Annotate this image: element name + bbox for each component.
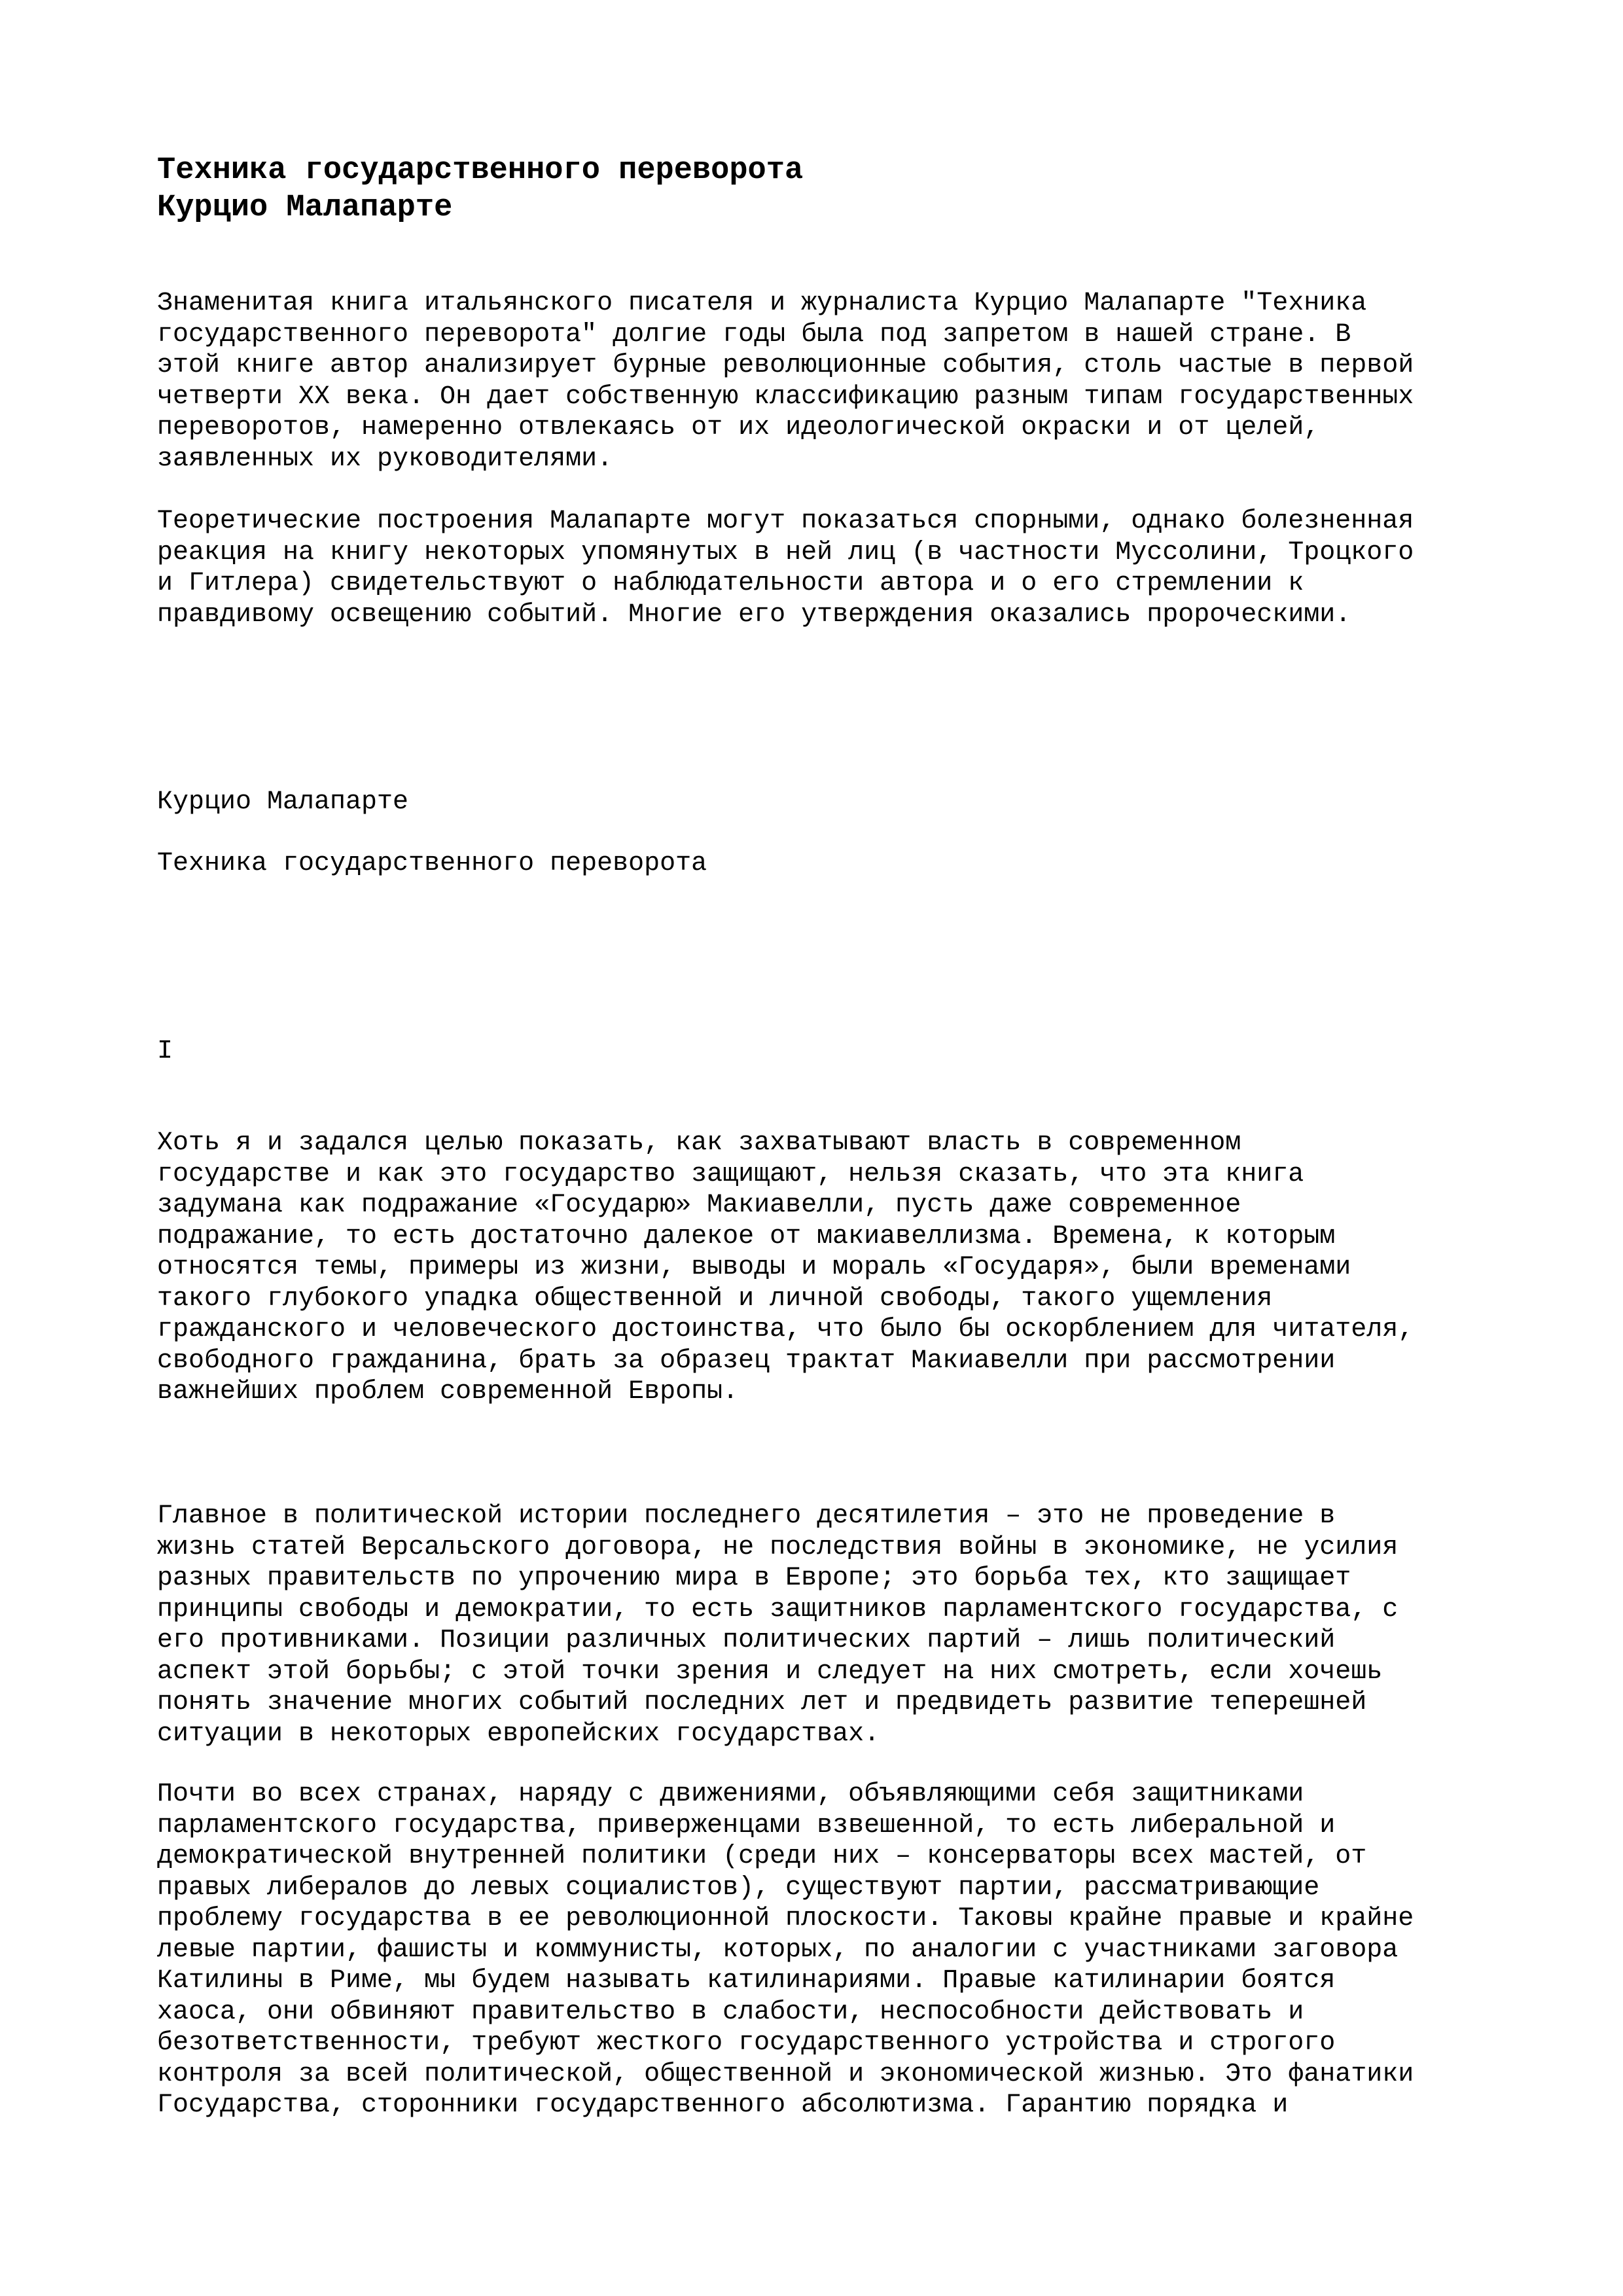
title-page-title xyxy=(157,848,1486,880)
text-line: жизнь статей Версальского договора, не последствия войны в экономике, не усилия xyxy=(157,1532,1399,1562)
text-line: Техника государственного переворота xyxy=(157,849,707,878)
text-line: подражание, то есть достаточно далекое от макиавеллизма. Времена, к которым xyxy=(157,1221,1336,1251)
text-line: реакция на книгу некоторых упомянутых в ней лиц (в частности Муссолини, Троцкого xyxy=(157,537,1414,567)
text-line: хаоса, они обвиняют правительство в слабости, неспособности действовать и xyxy=(157,1997,1304,2027)
text-line: контроля за всей политической, общественной и экономической жизнью. Это фанатики xyxy=(157,2059,1414,2089)
chapter-paragraph-2 xyxy=(157,1501,1486,1749)
text-line: Главное в политической истории последнего десятилетия – это не проведение в xyxy=(157,1501,1336,1531)
text-line: Курцио Малапарте xyxy=(157,787,409,817)
text-line: заявленных их руководителями. xyxy=(157,444,613,474)
text-line: гражданского и человеческого достоинства, что было бы оскорблением для читателя, xyxy=(157,1315,1414,1344)
text-line: проблему государства в ее революционной плоскости. Таковы крайне правые и крайне xyxy=(157,1904,1414,1933)
text-line: правых либералов до левых социалистов), существуют партии, рассматривающие xyxy=(157,1873,1320,1903)
text-line: парламентского государства, приверженцами взвешенной, то есть либеральной и xyxy=(157,1810,1336,1840)
text-line: принципы свободы и демократии, то есть защитников парламентского государства, с xyxy=(157,1594,1399,1624)
text-line: Катилины в Риме, мы будем называть катилинариями. Правые катилинарии боятся xyxy=(157,1966,1336,1996)
text-line: относятся темы, примеры из жизни, выводы и мораль «Государя», были временами xyxy=(157,1253,1351,1282)
text-line: левые партии, фашисты и коммунисты, которых, по аналогии с участниками заговора xyxy=(157,1935,1399,1965)
text-line: его противниками. Позиции различных политических партий – лишь политический xyxy=(157,1626,1336,1655)
text-line: важнейших проблем современной Европы. xyxy=(157,1377,739,1407)
annotation-paragraph-2 xyxy=(157,506,1486,630)
book-title-heading: Техника государственного переворота xyxy=(157,153,804,188)
text-line: разных правительств по упрочению мира в Европе; это борьба тех, кто защищает xyxy=(157,1564,1351,1593)
text-line: понять значение многих событий последних лет и предвидеть развитие теперешней xyxy=(157,1688,1367,1717)
text-line: государственного переворота" долгие годы была под запретом в нашей стране. В xyxy=(157,319,1351,350)
chapter-paragraph-1 xyxy=(157,1128,1486,1408)
text-line: Теоретические построения Малапарте могут показаться спорными, однако болезненная xyxy=(157,507,1414,536)
text-line: правдивому освещению событий. Многие его утверждения оказались пророческими. xyxy=(157,600,1351,630)
text-line: этой книге автор анализирует бурные революционные события, столь частые в первой xyxy=(157,351,1414,380)
text-line: переворотов, намеренно отвлекаясь от их идеологической окраски и от целей, xyxy=(157,413,1320,442)
text-line: Хоть я и задался целью показать, как захватывают власть в современном xyxy=(157,1128,1241,1158)
text-line: I xyxy=(157,1037,173,1066)
text-line: задумана как подражание «Государю» Макиавелли, пусть даже современное xyxy=(157,1191,1241,1220)
annotation-paragraph-1 xyxy=(157,288,1486,475)
text-line: такого глубокого упадка общественной и личной свободы, такого ущемления xyxy=(157,1283,1273,1314)
text-line: государстве и как это государство защищают, нельзя сказать, что эта книга xyxy=(157,1159,1304,1189)
text-line: Знаменитая книга итальянского писателя и журналиста Курцио Малапарте "Техника xyxy=(157,289,1367,318)
book-author-heading: Курцио Малапарте xyxy=(157,190,453,225)
text-line: Почти во всех странах, наряду с движениями, объявляющими себя защитниками xyxy=(157,1780,1304,1809)
text-line: демократической внутренней политики (среди них – консерваторы всех мастей, от xyxy=(157,1842,1367,1871)
text-line: Государства, сторонники государственного абсолютизма. Гарантию порядка и xyxy=(157,2090,1289,2120)
text-line: безответственности, требуют жесткого государственного устройства и строгого xyxy=(157,2028,1336,2058)
chapter-paragraph-3 xyxy=(157,1779,1486,2121)
text-line: четверти XX века. Он дает собственную классификацию разным типам государственных xyxy=(157,382,1414,412)
title-page-author xyxy=(157,787,1486,818)
text-line: аспект этой борьбы; с этой точки зрения и следует на них смотреть, если хочешь xyxy=(157,1657,1383,1687)
text-line: ситуации в некоторых европейских государствах. xyxy=(157,1719,880,1749)
text-line: и Гитлера) свидетельствуют о наблюдательности автора и о его стремлении к xyxy=(157,569,1304,598)
text-line: свободного гражданина, брать за образец трактат Макиавелли при рассмотрении xyxy=(157,1346,1336,1376)
chapter-number xyxy=(157,1036,1486,1067)
